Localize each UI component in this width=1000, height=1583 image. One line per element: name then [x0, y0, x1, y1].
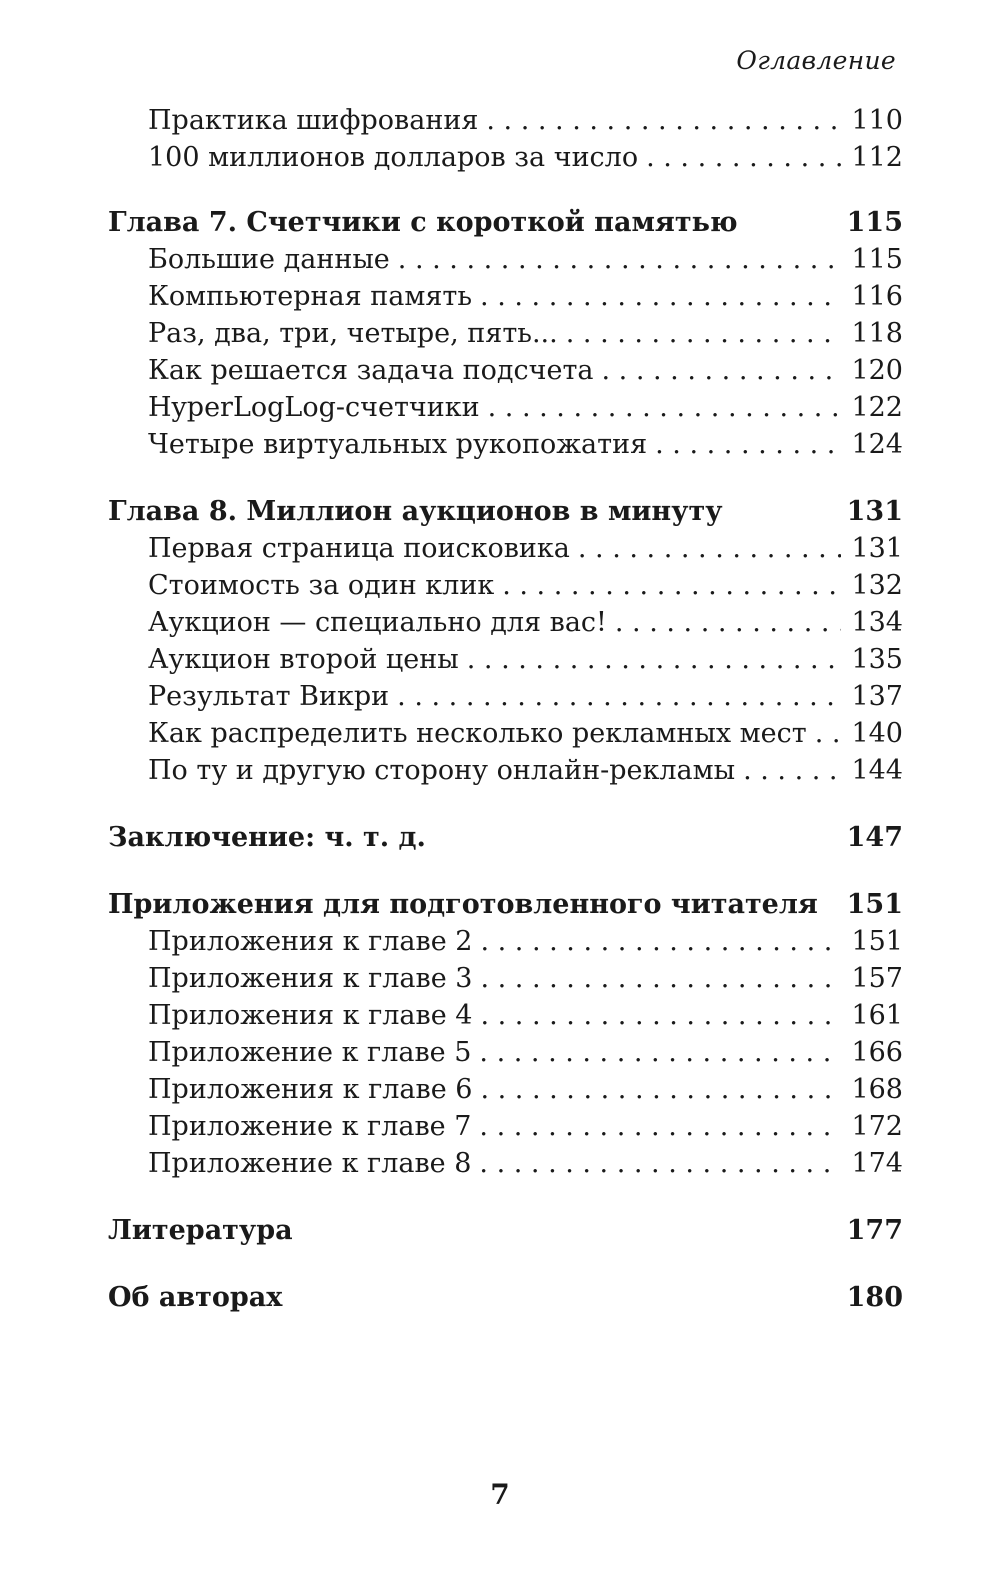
toc-entry-page: 115 — [851, 244, 903, 275]
toc-entry[interactable] — [108, 278, 903, 315]
toc-entry-title: HyperLogLog-счетчики — [148, 392, 480, 423]
toc-appendices[interactable] — [108, 886, 903, 923]
toc-entry-title: Приложения к главе 2 — [148, 926, 473, 957]
toc-entry-page: 166 — [851, 1037, 903, 1068]
toc-entry[interactable] — [108, 923, 903, 960]
toc-entry-page: 124 — [851, 429, 903, 460]
toc-entry-page: 144 — [851, 755, 903, 786]
toc-entry[interactable] — [108, 641, 903, 678]
toc-chapter-page: 147 — [846, 822, 903, 853]
dot-leader — [467, 641, 842, 678]
toc-entry-page: 134 — [851, 607, 903, 638]
toc-entry-title: Приложение к главе 7 — [148, 1111, 472, 1142]
toc-chapter-7[interactable] — [108, 204, 903, 241]
toc-chapter-title: Заключение: ч. т. д. — [108, 822, 426, 853]
toc-chapter-title: Приложения для подготовленного читателя — [108, 889, 818, 920]
toc-entry[interactable] — [108, 139, 903, 176]
toc-chapter-page: 131 — [846, 496, 903, 527]
dot-leader — [480, 997, 841, 1034]
toc-entry-title: Аукцион — специально для вас! — [148, 607, 607, 638]
toc-entry-page: 110 — [851, 105, 903, 136]
toc-entry-title: Раз, два, три, четыре, пять... — [148, 318, 558, 349]
toc-entry-title: Компьютерная память — [148, 281, 473, 312]
toc-entry-page: 137 — [851, 681, 903, 712]
toc-entry-title: Приложения к главе 4 — [148, 1000, 473, 1031]
toc-chapter-title: Глава 8. Миллион аукционов в минуту — [108, 496, 723, 527]
toc-about-authors[interactable] — [108, 1279, 903, 1316]
toc-entry-page: 135 — [851, 644, 903, 675]
toc-entry-page: 151 — [851, 926, 903, 957]
dot-leader — [480, 923, 841, 960]
dot-leader — [486, 102, 841, 139]
toc-entry[interactable] — [108, 1145, 903, 1182]
toc-entry-title: Стоимость за один клик — [148, 570, 495, 601]
toc-entry-page: 131 — [851, 533, 903, 564]
toc-entry-page: 118 — [851, 318, 903, 349]
toc-chapter-title: Глава 7. Счетчики с короткой памятью — [108, 207, 738, 238]
toc-entry[interactable] — [108, 389, 903, 426]
toc-entry-title: Аукцион второй цены — [148, 644, 459, 675]
dot-leader — [815, 715, 842, 752]
page-number: 7 — [490, 1478, 510, 1511]
running-head: Оглавление — [736, 46, 896, 75]
toc-entry-title: Приложения к главе 3 — [148, 963, 473, 994]
dot-leader — [480, 1071, 841, 1108]
toc-entry[interactable] — [108, 604, 903, 641]
toc-entry[interactable] — [108, 241, 903, 278]
toc-chapter-title: Литература — [108, 1215, 293, 1246]
toc-entry[interactable] — [108, 315, 903, 352]
toc-chapter-8[interactable] — [108, 493, 903, 530]
toc-entry[interactable] — [108, 715, 903, 752]
toc-entry-page: 172 — [851, 1111, 903, 1142]
toc-entry[interactable] — [108, 352, 903, 389]
dot-leader — [502, 567, 841, 604]
toc-entry-page: 112 — [851, 142, 903, 173]
toc-entry-title: Приложения к главе 6 — [148, 1074, 473, 1105]
toc-entry-page: 122 — [851, 392, 903, 423]
dot-leader — [488, 389, 842, 426]
toc-chapter-page: 151 — [846, 889, 903, 920]
toc-entry[interactable] — [108, 1071, 903, 1108]
dot-leader — [566, 315, 842, 352]
toc-entry[interactable] — [108, 426, 903, 463]
dot-leader — [479, 1145, 841, 1182]
toc-entry-page: 161 — [851, 1000, 903, 1031]
toc-chapter-page: 177 — [846, 1215, 903, 1246]
toc-chapter-page: 180 — [846, 1282, 903, 1313]
table-of-contents — [108, 102, 903, 1316]
toc-entry-title: По ту и другую сторону онлайн-рекламы — [148, 755, 736, 786]
toc-entry[interactable] — [108, 960, 903, 997]
toc-entry[interactable] — [108, 1108, 903, 1145]
toc-entry-title: Большие данные — [148, 244, 390, 275]
toc-chapter-title: Об авторах — [108, 1282, 283, 1313]
toc-entry-page: 157 — [851, 963, 903, 994]
toc-entry-page: 140 — [851, 718, 903, 749]
toc-entry-page: 120 — [851, 355, 903, 386]
dot-leader — [480, 278, 841, 315]
toc-entry-title: Результат Викри — [148, 681, 390, 712]
toc-entry-title: 100 миллионов долларов за число — [148, 142, 639, 173]
toc-entry-title: Четыре виртуальных рукопожатия — [148, 429, 648, 460]
toc-entry-title: Практика шифрования — [148, 105, 479, 136]
dot-leader — [479, 1108, 841, 1145]
toc-entry[interactable] — [108, 567, 903, 604]
dot-leader — [655, 426, 841, 463]
dot-leader — [602, 352, 842, 389]
toc-entry-page: 116 — [851, 281, 903, 312]
toc-entry[interactable] — [108, 752, 903, 789]
toc-conclusion[interactable] — [108, 819, 903, 856]
dot-leader — [480, 960, 841, 997]
toc-entry-title: Как решается задача подсчета — [148, 355, 594, 386]
toc-entry[interactable] — [108, 997, 903, 1034]
dot-leader — [578, 530, 842, 567]
toc-literature[interactable] — [108, 1212, 903, 1249]
toc-entry-title: Приложение к главе 5 — [148, 1037, 472, 1068]
dot-leader — [615, 604, 842, 641]
toc-entry-title: Приложение к главе 8 — [148, 1148, 472, 1179]
dot-leader — [397, 678, 841, 715]
toc-entry-page: 174 — [851, 1148, 903, 1179]
toc-chapter-page: 115 — [846, 207, 903, 238]
toc-entry-page: 168 — [851, 1074, 903, 1105]
dot-leader — [743, 752, 841, 789]
toc-entry[interactable] — [108, 530, 903, 567]
toc-entry-title: Первая страница поисковика — [148, 533, 570, 564]
dot-leader — [479, 1034, 841, 1071]
toc-entry-title: Как распределить несколько рекламных мест — [148, 718, 807, 749]
dot-leader — [646, 139, 841, 176]
toc-entry-page: 132 — [851, 570, 903, 601]
toc-entry[interactable] — [108, 102, 903, 139]
toc-entry[interactable] — [108, 1034, 903, 1071]
dot-leader — [398, 241, 842, 278]
toc-entry[interactable] — [108, 678, 903, 715]
